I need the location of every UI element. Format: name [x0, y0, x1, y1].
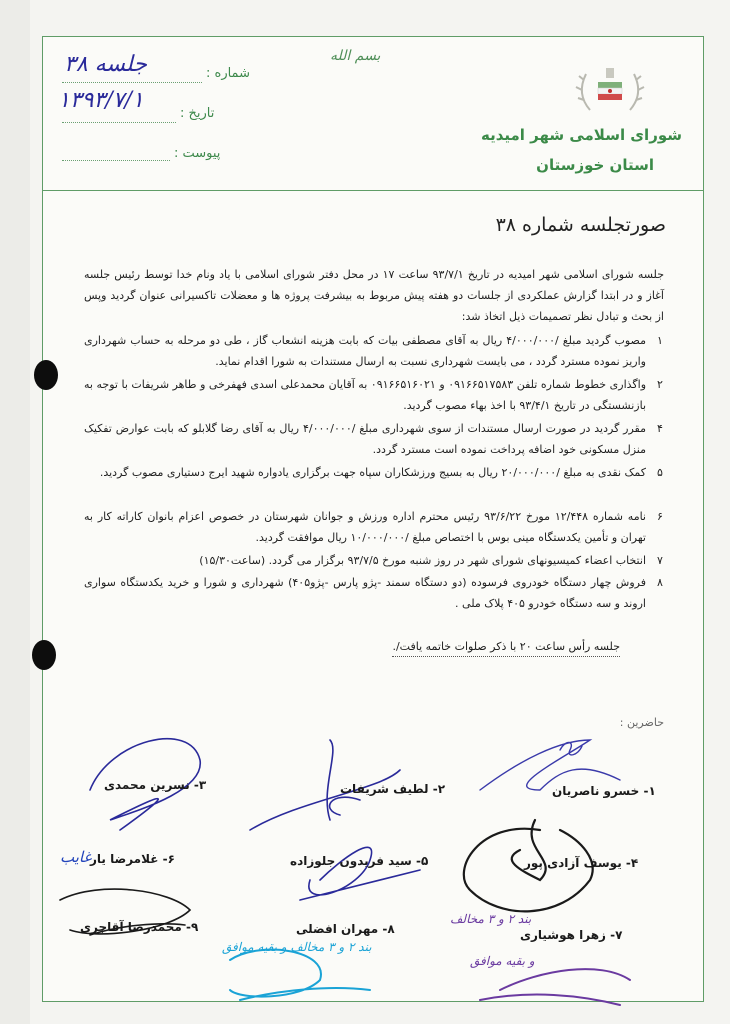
- number-value: جلسه ۳۸: [64, 52, 147, 77]
- absent-note: غایب: [60, 848, 92, 866]
- closing-line: جلسه رأس ساعت ۲۰ با ذکر صلوات خاتمه یافت/.: [392, 640, 620, 657]
- member-name: ۹- محمدرضا آقاجری: [80, 920, 199, 934]
- member-name: ۸- مهران افضلی: [296, 922, 395, 936]
- handwritten-note: بند ۲ و ۳ مخالف: [450, 912, 532, 926]
- attachment-label: پیوست :: [174, 146, 221, 161]
- page-binding-edge: [0, 0, 30, 1024]
- item-text: کمک نقدی به مبلغ /۲۰/۰۰۰/۰۰۰ ریال به بسیج ورزشکاران سپاه جهت برگزاری یادواره شهید ایرج دستیاری مصوب گردید.: [99, 466, 646, 479]
- item-text: نامه شماره ۱۲/۴۴۸ مورخ ۹۳/۶/۲۲ رئیس محترم اداره ورزش و جوانان شهرستان در خصوص اعزام بانوان کاراته کار به تهران و تأمین یکدستگاه مینی بوس با اختصاص مبلغ /۱۰/۰۰۰/۰۰۰ ریال موافقت گردید.: [84, 510, 646, 544]
- decision-item: [84, 374, 668, 416]
- handwritten-note: بند ۲ و ۳ مخالف و بقیه موافق: [222, 940, 372, 954]
- header-divider: [42, 190, 704, 191]
- date-label: تاریخ :: [180, 106, 215, 121]
- decision-item: [84, 506, 668, 548]
- member-name: ۷- زهرا هوشیاری: [520, 928, 623, 942]
- decision-item: [84, 550, 668, 571]
- number-dots: [62, 82, 202, 83]
- item-text: واگذاری خطوط شماره تلفن ۰۹۱۶۶۵۱۷۵۸۳ و ۰۹۱۶۶۵۱۶۰۲۱ به آقایان محمدعلی اسدی فهفرخی و طاهر شریفات با توجه به بازنشستگی در تاریخ ۹۳/۴/۱ با اخذ بهاء مصوب گردید.: [84, 378, 647, 412]
- attachment-dots: [62, 160, 170, 161]
- date-dots: [62, 122, 176, 123]
- member-name: ۱- خسرو ناصریان: [552, 784, 656, 798]
- handwritten-note: و بقیه موافق: [470, 954, 535, 968]
- member-name: ۶- غلامرضا یار: [90, 852, 175, 866]
- item-number: ۸: [657, 576, 663, 589]
- number-label: شماره :: [206, 66, 250, 81]
- decision-item: [84, 330, 668, 372]
- decision-item: [84, 418, 668, 460]
- date-value: ۱۳۹۳/۷/۱: [58, 88, 144, 113]
- item-number: ۱: [657, 334, 663, 347]
- item-number: ۶: [657, 510, 663, 523]
- item-text: مصوب گردید مبلغ /۴/۰۰۰/۰۰۰ ریال به آقای مصطفی بیات که بابت هزینه انشعاب گاز ، طی دو مرحله به حساب شهرداری واریز نموده مسترد گردد ، می بایست شهرداری نسبت به ارسال مستندات به شورا اقدام نماید.: [84, 334, 646, 368]
- punch-hole: [34, 360, 58, 390]
- attendees-label: حاضرین :: [619, 716, 664, 729]
- member-name: ۵- سید فریدون جلوزاده: [290, 854, 429, 868]
- council-name: شورای اسلامی شهر امیدیه: [480, 126, 682, 144]
- item-number: ۴: [657, 422, 663, 435]
- decision-item: [84, 572, 668, 614]
- decision-item: [84, 462, 668, 483]
- member-name: ۴- یوسف آزادی پور: [524, 856, 639, 870]
- basmala: بسم الله: [330, 48, 381, 64]
- item-text: انتخاب اعضاء کمیسیونهای شورای شهر در روز شنبه مورخ ۹۳/۷/۵ برگزار می گردد. (ساعت۱۵/۳۰): [199, 554, 646, 567]
- punch-hole: [32, 640, 56, 670]
- item-text: مقرر گردید در صورت ارسال مستندات از سوی شهرداری مبلغ /۴/۰۰۰/۰۰۰ ریال به آقای رضا گلابلو که بابت عوارض تفکیک منزل مسکونی خود اضافه پرداخت نموده است مسترد گردد.: [84, 422, 646, 456]
- item-text: فروش چهار دستگاه خودروی فرسوده (دو دستگاه سمند -پژو پارس -پژو۴۰۵) شهرداری و شورا و خرید یکدستگاه سواری اروند و سه دستگاه خودرو ۴۰۵ پلاک ملی .: [84, 576, 646, 610]
- province-name: استان خوزستان: [536, 156, 654, 174]
- iran-emblem-icon: [570, 60, 650, 120]
- item-number: ۵: [657, 466, 663, 479]
- intro-paragraph: جلسه شورای اسلامی شهر امیدیه در تاریخ ۹۳/۷/۱ ساعت ۱۷ در محل دفتر شورای اسلامی با یاد ونام خدا توسط رئیس جلسه آغاز و در ابتدا گزارش عملکردی از جلسات دو هفته پیش مربوط به بیشرفت پروژه ها و معضلات تاکسیرانی عنوان گردید وپس از بحث و تبادل نظر تصمیمات ذیل اتخاذ شد:: [84, 268, 664, 323]
- item-number: ۷: [657, 554, 663, 567]
- item-number: ۲: [657, 378, 663, 391]
- member-name: ۳- نسرین محمدی: [104, 778, 207, 792]
- minutes-title: صورتجلسه شماره ۳۸: [495, 214, 666, 236]
- member-name: ۲- لطیف شریفات: [340, 782, 446, 796]
